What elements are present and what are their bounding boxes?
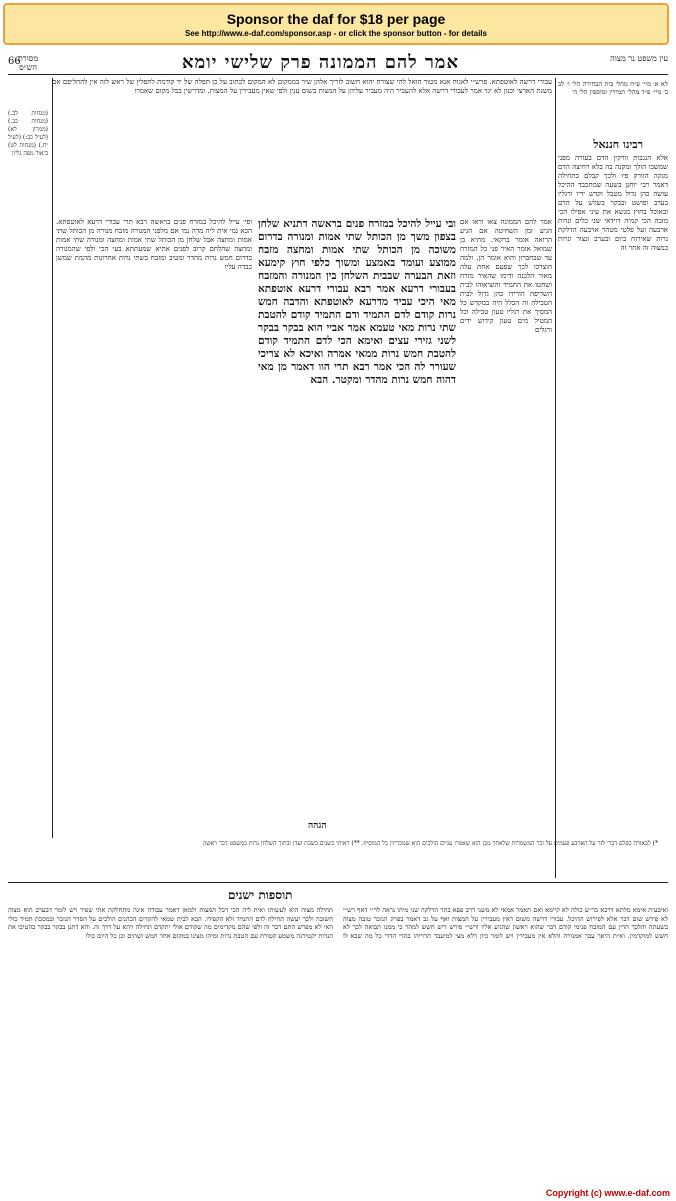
haga-label: הגהה bbox=[308, 821, 327, 831]
rabbenu-chananel-title: רבינו חננאל bbox=[593, 138, 643, 151]
top-commentary-block: עבורי דרשה לאוטפתא. פרש״י לאגוח אנא מטור הואל להי שצורח יהוא חשוב לזריך אלהן שיר בממקום לא המקום לכתוב על כן תפלה של יד קודמת לתפלין של ראש לזה אין להחליפם אם משנת הארצי וכנון לא יגד אמר לעבורי דרשה אלא להעביר היה מעביר עליהן על המצות בשום ענין ולפי שאין מעבירין על המצות. ומדרשין בכל מקום שאמרו bbox=[52, 78, 552, 95]
ein-mishpat-label: עין משפט נר מצוה bbox=[610, 54, 668, 63]
left-commentary-column: ופי׳ עייל להיכל במזרח פנים בראשה רבא תרי עבורי דרעא לאוטפתא. הכא נמי אית ליה מדה נמי אם מלפני המנורה מזבח מנורה מן הכותל שתי אמות ומחצה אבל שלחן מן הכותל שתי אמות ומחצה ומנורה שתי אמות ומחצה שהלחם קרוב לפנים אתיא שמעתתא בעי הכי ולפי שהמנורה בדרום חמש נרות מהדר ומטיב ומזבח בשתי נרות אחרונות מהמת שמשן כבדה עליו bbox=[56, 218, 252, 271]
sponsor-title[interactable]: Sponsor the daf for $18 per page bbox=[226, 11, 446, 27]
sponsor-subtitle[interactable]: See http://www.e-daf.com/sponsor.asp - or click the sponsor button - for details bbox=[185, 29, 487, 38]
rabbenu-chananel-column: אלא הנגבות זורקין הדם בעזרה מפני שמשכו הולך ומקנה בה בלא רחיצה הדם מנקה הזורק פיו ולכך קבלם בתחילה דאמר רבי יוחנן בשעה שמתכבד ההיכל עושה כהן גדול מטבל וקדש ידיו ורגליו בערב ופושט ובבקר בשלש על הדם ובאוכל בחוץ מנשא את עיני אפילו הכי מזכה הכי קמיה דוידאי שני כלים ונרות ארבעה ועל פלטי מטהר ארבעה הדלקת נרות שאירוח ביום ובערב ונצור ונרות כמצוה זה אחר זה bbox=[558, 154, 668, 252]
talmud-page bbox=[8, 50, 668, 1180]
tosafot-title: תוספות ישנים bbox=[228, 888, 293, 902]
ein-mishpat-column: לא א׳ מיי׳ פ״ח מהל׳ בית הבחירה הל׳ ו׳ לב ב׳ מיי׳ פ״ד מהל׳ תמידין ומוספין הל׳ ה׳ bbox=[558, 80, 668, 96]
copyright-link[interactable]: Copyright (c) www.e-daf.com bbox=[545, 1188, 670, 1198]
sponsor-banner[interactable] bbox=[3, 3, 669, 45]
masoret-hashas-column: (מנחות לב.) (מנחות כב.) (ממרון לא) (לעיל כב:) (לעיל יח.) (מנחות לט) ביאור מפה גליון bbox=[8, 110, 48, 157]
header-divider bbox=[8, 74, 668, 75]
gemara-column: ובי עייל להיכל במזרח פנים בראשה דתניא שלחן בצפון משך מן הכותל שתי אמות ומנורה בדרום משוכה מן הכותל שתי אמות ומחצה מזבח ממוצע ועומד באמצע ומשוך כלפי חוץ קימעא וזאת הבערה שבבית השלחן בין המנורה והמזבח בעבורי דרעא אמר רבא עבורי דרעא אוטפתא מאי היכי עביד מדרעא לאוטפתא והדבה חמש נרות קודם לדם התמיד ודם התמיד קודם להטבת שתי נרות מאי טעמא אמר אביי הוא בבקר בבקר לשני גזירי עצים ואימא הכי לדם התמיד קודם להטבת חמש נרות ממאי אמרה ואיכא לא צריכי שעורר לה הכי אמר רבא תרי הוו דאמר מן מאי דהוה חמש נרות מהדר ומקטר. הבא bbox=[258, 218, 456, 386]
masoret-label: מסורת הש״ס bbox=[17, 54, 39, 72]
page-header: אמר להם הממונה פרק שלישי יומא bbox=[181, 52, 460, 73]
tosafot-divider bbox=[8, 882, 668, 883]
right-column-divider bbox=[555, 78, 556, 878]
footnote: *) לכאורה כפלם דבר׳ לזר על הארבע פעמים על זכר המשמרות שלאחר מכן הוא שאמרו עניים הולכים הוא שמכריזין כל המוסיף. **) ראיתי כשנים בשבת ועדן ובתוך השלחן נרות כמשפט דבר ראשון bbox=[203, 840, 658, 847]
page-number: 66 bbox=[8, 56, 21, 67]
tosafot-column: ואיבעית אימא מלתא דרבא כר״ש כולה לא קיימא ואם תאמר אמאי לא משני דרב פפא בתר הדלקה שני מיהו נראה לר״י דאף רש״י לא פירש שום דבר אלא לפירוש ההיכל. עבורי דרשה משום דאין מעבירין על המצות ואף על גב דאמר בפרק הנזכר טובה מצוה בשעתה והלכך הדין עם המזבח פנימי קודם דבר שהוא ראשון שהגיע אליו ורש״י פירש דיש חשש למהר כי ממנו תבואה לכך לא חשש למוקדמין. וא״ת היאך עבר אמנורה והלא אין מעבירין ויש לומר כיון דלא מצי למיעבד תרוייהו בהדי הדדי כל מה שבא לו תחילה מצוה הוא לעשותו ואית ליה הכי דכל המצות ולמאן דאמר עבודה אינה מתחלקת אתי שפיר ויש לומר דבערב הוא מצוה חשובה ולכך יעשה תחילה לדם התמיד ולא הקפידו. הבא לבית שמאי להקדים הכהנים הולכים על הסדר הנזכר ובמסכת תמיד כולי האי לא מפרש התם דבר זה ולפי שהם מקדימים מה שקודם אולי יתקדם תחילה ויהא על דרך זה. והא דתנן בבקר בבקר בהטיבו את הנרות יקטירנה משמע קטורת עם הטבת נרות ומיהו מצינו במקום אחר חמש ושתים וכן כל היום כולו bbox=[8, 906, 668, 940]
right-commentary-column: אמר להם הממונה צאו וראו אם הגיע זמן השחיטה אם הגיע הרואה אומר ברקאי. מתיא בן שמואל אומר האיר פני כל המזרח עד שבחברון והוא אומר הן. ולמה הוצרכו לכך שפעם אחת עלה מאור הלבנה ודימו שהאיר מזרח ושחטו את התמיד והוציאוהו לבית השריפה הורידו כהן גדול לבית הטבילה זה הכלל היה במקדש כל המסיך את רגליו טעון טבילה וכל המטיל מים טעון קידוש ידים ורגלים bbox=[460, 218, 552, 334]
